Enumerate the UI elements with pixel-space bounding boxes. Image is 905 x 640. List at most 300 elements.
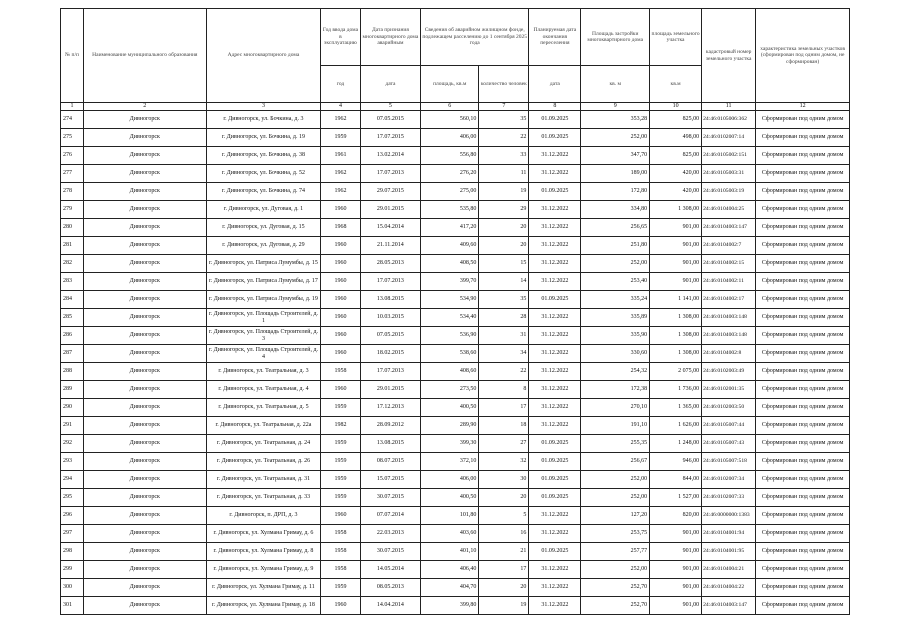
cell-land-area: 1 308,00 xyxy=(650,345,702,363)
table-row xyxy=(61,273,850,291)
cell-land-characteristic: Сформирован под одним домом xyxy=(756,363,850,381)
cell-building-area: 252,00 xyxy=(581,129,650,147)
cell-people: 20 xyxy=(479,579,529,597)
cell-year: 1960 xyxy=(321,345,361,363)
cell-emergency-date: 29.01.2015 xyxy=(360,381,420,399)
cell-address: г. Дивногорск, ул. Бочкина, д. 52 xyxy=(206,165,320,183)
cell-emergency-date: 28.09.2012 xyxy=(360,417,420,435)
cell-area: 406,00 xyxy=(421,471,479,489)
cell-cadastral: 24:46:0105003:19 xyxy=(702,183,756,201)
cell-cadastral: 24:46:0104003:147 xyxy=(702,597,756,615)
cell-land-area: 1 527,00 xyxy=(650,489,702,507)
cell-address: г. Дивногорск, ул. Площадь Строителей, д. 4 xyxy=(206,345,320,363)
cell-land-characteristic: Сформирован под одним домом xyxy=(756,543,850,561)
cell-land-characteristic: Сформирован под одним домом xyxy=(756,237,850,255)
cell-resettlement-date: 31.12.2022 xyxy=(529,381,581,399)
cell-resettlement-date: 01.09.2025 xyxy=(529,291,581,309)
cell-number: 296 xyxy=(61,507,84,525)
header-emergency-date: Дата признания многоквартирного дома аварийным xyxy=(360,9,420,66)
cell-number: 291 xyxy=(61,417,84,435)
cell-cadastral: 24:46:0104003:148 xyxy=(702,327,756,345)
table-row xyxy=(61,147,850,165)
cell-area: 289,90 xyxy=(421,417,479,435)
cell-cadastral: 24:46:0105006:362 xyxy=(702,111,756,129)
cell-land-characteristic: Сформирован под одним домом xyxy=(756,147,850,165)
cell-address: г. Дивногорск, ул. Патриса Лумумбы, д. 19 xyxy=(206,291,320,309)
cell-address: г. Дивногорск, ул. Хулмана Гримау, д. 8 xyxy=(206,543,320,561)
cell-address: г. Дивногорск, ул. Хулмана Гримау, д. 6 xyxy=(206,525,320,543)
cell-area: 404,70 xyxy=(421,579,479,597)
cell-municipality: Дивногорск xyxy=(83,201,206,219)
col-index: 12 xyxy=(756,103,850,111)
cell-cadastral: 24:46:0104002:17 xyxy=(702,291,756,309)
cell-emergency-date: 30.07.2015 xyxy=(360,543,420,561)
cell-people: 20 xyxy=(479,237,529,255)
cell-building-area: 335,89 xyxy=(581,309,650,327)
cell-address: г. Дивногорск, ул. Театральная, д. 31 xyxy=(206,471,320,489)
cell-people: 21 xyxy=(479,543,529,561)
table-row xyxy=(61,525,850,543)
col-index: 9 xyxy=(581,103,650,111)
cell-municipality: Дивногорск xyxy=(83,381,206,399)
cell-year: 1982 xyxy=(321,417,361,435)
cell-area: 372,10 xyxy=(421,453,479,471)
cell-resettlement-date: 31.12.2022 xyxy=(529,309,581,327)
cell-building-area: 252,00 xyxy=(581,561,650,579)
cell-land-area: 901,00 xyxy=(650,561,702,579)
cell-building-area: 252,70 xyxy=(581,579,650,597)
cell-land-characteristic: Сформирован под одним домом xyxy=(756,399,850,417)
cell-number: 282 xyxy=(61,255,84,273)
cell-people: 17 xyxy=(479,561,529,579)
table-row xyxy=(61,219,850,237)
cell-land-characteristic: Сформирован под одним домом xyxy=(756,597,850,615)
cell-area: 399,70 xyxy=(421,273,479,291)
cell-building-area: 252,00 xyxy=(581,255,650,273)
cell-building-area: 172,38 xyxy=(581,381,650,399)
cell-area: 403,60 xyxy=(421,525,479,543)
table-row xyxy=(61,579,850,597)
header-building-area: Площадь застройки многоквартирного дома xyxy=(581,9,650,66)
cell-emergency-date: 29.01.2015 xyxy=(360,201,420,219)
col-index: 10 xyxy=(650,103,702,111)
cell-building-area: 334,80 xyxy=(581,201,650,219)
cell-cadastral: 24:46:0104002:11 xyxy=(702,273,756,291)
cell-building-area: 172,80 xyxy=(581,183,650,201)
cell-number: 280 xyxy=(61,219,84,237)
cell-area: 275,00 xyxy=(421,183,479,201)
cell-land-area: 1 308,00 xyxy=(650,201,702,219)
cell-municipality: Дивногорск xyxy=(83,489,206,507)
cell-land-area: 498,00 xyxy=(650,129,702,147)
cell-emergency-date: 17.07.2013 xyxy=(360,273,420,291)
cell-area: 538,60 xyxy=(421,345,479,363)
cell-cadastral: 24:46:0104004:21 xyxy=(702,561,756,579)
cell-address: г. Дивногорск, ул. Хулмана Гримау, д. 18 xyxy=(206,597,320,615)
cell-year: 1960 xyxy=(321,381,361,399)
header-year: Год ввода дома в эксплуатацию xyxy=(321,9,361,66)
table-row xyxy=(61,327,850,345)
cell-year: 1959 xyxy=(321,579,361,597)
cell-area: 534,40 xyxy=(421,309,479,327)
cell-area: 408,60 xyxy=(421,363,479,381)
cell-cadastral: 24:46:0105003:31 xyxy=(702,165,756,183)
cell-address: г. Дивногорск, ул. Патриса Лумумбы, д. 17 xyxy=(206,273,320,291)
cell-resettlement-date: 31.12.2022 xyxy=(529,363,581,381)
cell-number: 289 xyxy=(61,381,84,399)
col-index: 11 xyxy=(702,103,756,111)
col-index: 6 xyxy=(421,103,479,111)
cell-land-area: 1 736,00 xyxy=(650,381,702,399)
cell-number: 287 xyxy=(61,345,84,363)
cell-resettlement-date: 31.12.2022 xyxy=(529,345,581,363)
cell-year: 1958 xyxy=(321,525,361,543)
cell-building-area: 335,24 xyxy=(581,291,650,309)
table-row xyxy=(61,417,850,435)
cell-number: 284 xyxy=(61,291,84,309)
cell-resettlement-date: 31.12.2022 xyxy=(529,399,581,417)
cell-area: 408,50 xyxy=(421,255,479,273)
cell-people: 19 xyxy=(479,597,529,615)
cell-cadastral: 24:46:0105007:518 xyxy=(702,453,756,471)
cell-land-area: 901,00 xyxy=(650,237,702,255)
cell-land-area: 1 308,00 xyxy=(650,309,702,327)
cell-land-area: 1 141,00 xyxy=(650,291,702,309)
cell-building-area: 252,00 xyxy=(581,471,650,489)
cell-land-area: 1 308,00 xyxy=(650,327,702,345)
cell-municipality: Дивногорск xyxy=(83,219,206,237)
cell-land-area: 901,00 xyxy=(650,543,702,561)
cell-cadastral: 24:46:0105007:43 xyxy=(702,435,756,453)
cell-year: 1959 xyxy=(321,435,361,453)
cell-land-area: 1 365,00 xyxy=(650,399,702,417)
cell-people: 29 xyxy=(479,201,529,219)
cell-area: 276,20 xyxy=(421,165,479,183)
cell-land-area: 1 626,00 xyxy=(650,417,702,435)
cell-municipality: Дивногорск xyxy=(83,525,206,543)
cell-resettlement-date: 01.09.2025 xyxy=(529,183,581,201)
cell-number: 277 xyxy=(61,165,84,183)
cell-number: 285 xyxy=(61,309,84,327)
cell-land-characteristic: Сформирован под одним домом xyxy=(756,507,850,525)
table-row xyxy=(61,129,850,147)
table-row xyxy=(61,543,850,561)
cell-address: г. Дивногорск, ул. Площадь Строителей, д. 1 xyxy=(206,309,320,327)
cell-address: г. Дивногорск, ул. Дуговая, д. 1 xyxy=(206,201,320,219)
cell-number: 295 xyxy=(61,489,84,507)
cell-land-area: 420,00 xyxy=(650,183,702,201)
cell-address: г. Дивногорск, ул. Театральная, д. 3 xyxy=(206,363,320,381)
cell-number: 292 xyxy=(61,435,84,453)
cell-cadastral: 24:46:0105002:151 xyxy=(702,147,756,165)
cell-municipality: Дивногорск xyxy=(83,417,206,435)
cell-emergency-date: 17.07.2013 xyxy=(360,363,420,381)
cell-number: 299 xyxy=(61,561,84,579)
table-row xyxy=(61,363,850,381)
cell-emergency-date: 14.04.2014 xyxy=(360,597,420,615)
header-land-characteristic: характеристика земельных участков (сформирован под одним домом, не сформирован) xyxy=(756,9,850,103)
header-number: № п/п xyxy=(61,9,84,103)
cell-number: 300 xyxy=(61,579,84,597)
table-row xyxy=(61,255,850,273)
cell-municipality: Дивногорск xyxy=(83,543,206,561)
table-row xyxy=(61,165,850,183)
cell-cadastral: 24:46:0104004:25 xyxy=(702,201,756,219)
cell-building-area: 270,10 xyxy=(581,399,650,417)
cell-municipality: Дивногорск xyxy=(83,237,206,255)
cell-land-area: 901,00 xyxy=(650,597,702,615)
cell-year: 1959 xyxy=(321,471,361,489)
cell-emergency-date: 28.05.2013 xyxy=(360,255,420,273)
cell-land-characteristic: Сформирован под одним домом xyxy=(756,525,850,543)
cell-municipality: Дивногорск xyxy=(83,183,206,201)
cell-land-area: 901,00 xyxy=(650,525,702,543)
cell-building-area: 255,35 xyxy=(581,435,650,453)
cell-land-area: 825,00 xyxy=(650,147,702,165)
header-emergency-fund: Сведения об аварийном жилищном фонде, подлежащем расселению до 1 сентября 2025 года xyxy=(421,9,529,66)
cell-people: 5 xyxy=(479,507,529,525)
cell-people: 31 xyxy=(479,327,529,345)
cell-building-area: 335,90 xyxy=(581,327,650,345)
cell-area: 535,80 xyxy=(421,201,479,219)
cell-land-area: 946,00 xyxy=(650,453,702,471)
cell-address: г. Дивногорск, ул. Бочкина, д. 19 xyxy=(206,129,320,147)
cell-resettlement-date: 31.12.2022 xyxy=(529,165,581,183)
cell-building-area: 127,20 xyxy=(581,507,650,525)
cell-people: 17 xyxy=(479,399,529,417)
cell-area: 406,00 xyxy=(421,129,479,147)
cell-land-characteristic: Сформирован под одним домом xyxy=(756,183,850,201)
cell-people: 8 xyxy=(479,381,529,399)
unit-date: дата xyxy=(360,66,420,103)
cell-emergency-date: 21.11.2014 xyxy=(360,237,420,255)
cell-emergency-date: 13.08.2015 xyxy=(360,291,420,309)
cell-land-characteristic: Сформирован под одним домом xyxy=(756,273,850,291)
cell-address: г. Дивногорск, ул. Дуговая, д. 29 xyxy=(206,237,320,255)
cell-area: 401,10 xyxy=(421,543,479,561)
cell-people: 14 xyxy=(479,273,529,291)
cell-area: 399,80 xyxy=(421,597,479,615)
cell-number: 288 xyxy=(61,363,84,381)
cell-cadastral: 24:46:0104002:8 xyxy=(702,345,756,363)
cell-people: 27 xyxy=(479,435,529,453)
table-row xyxy=(61,309,850,327)
cell-building-area: 256,65 xyxy=(581,219,650,237)
col-index: 2 xyxy=(83,103,206,111)
cell-municipality: Дивногорск xyxy=(83,579,206,597)
cell-address: г. Дивногорск, п. ДРП, д. 3 xyxy=(206,507,320,525)
cell-land-area: 1 248,00 xyxy=(650,435,702,453)
cell-year: 1959 xyxy=(321,453,361,471)
cell-area: 417,20 xyxy=(421,219,479,237)
cell-people: 22 xyxy=(479,363,529,381)
cell-municipality: Дивногорск xyxy=(83,309,206,327)
cell-number: 294 xyxy=(61,471,84,489)
cell-land-characteristic: Сформирован под одним домом xyxy=(756,561,850,579)
header-land-area: площадь земельного участка xyxy=(650,9,702,66)
cell-number: 293 xyxy=(61,453,84,471)
cell-resettlement-date: 31.12.2022 xyxy=(529,237,581,255)
cell-year: 1958 xyxy=(321,543,361,561)
cell-resettlement-date: 01.09.2025 xyxy=(529,435,581,453)
cell-area: 536,90 xyxy=(421,327,479,345)
cell-people: 16 xyxy=(479,525,529,543)
cell-address: г. Дивногорск, ул. Площадь Строителей, д. 3 xyxy=(206,327,320,345)
cell-address: г. Дивногорск, ул. Театральная, д. 26 xyxy=(206,453,320,471)
cell-land-characteristic: Сформирован под одним домом xyxy=(756,471,850,489)
cell-building-area: 191,10 xyxy=(581,417,650,435)
cell-resettlement-date: 01.09.2025 xyxy=(529,453,581,471)
cell-cadastral: 24:46:0102007:33 xyxy=(702,489,756,507)
col-index: 1 xyxy=(61,103,84,111)
cell-people: 20 xyxy=(479,219,529,237)
cell-area: 101,80 xyxy=(421,507,479,525)
cell-area: 534,90 xyxy=(421,291,479,309)
cell-year: 1960 xyxy=(321,255,361,273)
cell-cadastral: 24:46:0104002:15 xyxy=(702,255,756,273)
cell-people: 32 xyxy=(479,453,529,471)
emergency-housing-table xyxy=(60,8,850,615)
cell-year: 1960 xyxy=(321,597,361,615)
cell-building-area: 347,70 xyxy=(581,147,650,165)
cell-resettlement-date: 31.12.2022 xyxy=(529,417,581,435)
table-row xyxy=(61,435,850,453)
cell-people: 30 xyxy=(479,471,529,489)
cell-building-area: 257,77 xyxy=(581,543,650,561)
cell-year: 1959 xyxy=(321,399,361,417)
cell-cadastral: 24:46:0104003:148 xyxy=(702,309,756,327)
cell-number: 279 xyxy=(61,201,84,219)
cell-year: 1961 xyxy=(321,147,361,165)
cell-land-characteristic: Сформирован под одним домом xyxy=(756,453,850,471)
cell-cadastral: 24:46:0102003:49 xyxy=(702,363,756,381)
cell-emergency-date: 07.05.2015 xyxy=(360,111,420,129)
table-row xyxy=(61,507,850,525)
header-resettlement-date: Планируемая дата окончания переселения xyxy=(529,9,581,66)
cell-emergency-date: 29.07.2015 xyxy=(360,183,420,201)
cell-emergency-date: 15.04.2014 xyxy=(360,219,420,237)
cell-number: 278 xyxy=(61,183,84,201)
cell-building-area: 254,32 xyxy=(581,363,650,381)
cell-resettlement-date: 31.12.2022 xyxy=(529,219,581,237)
unit-area: площадь, кв.м xyxy=(421,66,479,103)
table-row xyxy=(61,345,850,363)
cell-area: 556,80 xyxy=(421,147,479,165)
cell-land-area: 820,00 xyxy=(650,507,702,525)
cell-land-area: 901,00 xyxy=(650,219,702,237)
cell-address: г. Дивногорск, ул. Бочкина, д. 38 xyxy=(206,147,320,165)
unit-land-area: кв.м xyxy=(650,66,702,103)
cell-year: 1958 xyxy=(321,363,361,381)
cell-resettlement-date: 31.12.2022 xyxy=(529,507,581,525)
cell-emergency-date: 08.05.2013 xyxy=(360,579,420,597)
col-index: 3 xyxy=(206,103,320,111)
cell-land-characteristic: Сформирован под одним домом xyxy=(756,489,850,507)
cell-cadastral: 24:46:0104004:22 xyxy=(702,579,756,597)
cell-area: 399,30 xyxy=(421,435,479,453)
cell-address: г. Дивногорск, ул. Патриса Лумумбы, д. 15 xyxy=(206,255,320,273)
cell-resettlement-date: 31.12.2022 xyxy=(529,327,581,345)
cell-land-characteristic: Сформирован под одним домом xyxy=(756,129,850,147)
cell-people: 11 xyxy=(479,165,529,183)
header-municipality: Наименование муниципального образования xyxy=(83,9,206,103)
cell-year: 1962 xyxy=(321,165,361,183)
cell-building-area: 251,80 xyxy=(581,237,650,255)
cell-emergency-date: 10.03.2015 xyxy=(360,309,420,327)
cell-land-area: 825,00 xyxy=(650,111,702,129)
cell-municipality: Дивногорск xyxy=(83,273,206,291)
cell-area: 273,50 xyxy=(421,381,479,399)
cell-number: 286 xyxy=(61,327,84,345)
cell-number: 275 xyxy=(61,129,84,147)
table-row xyxy=(61,381,850,399)
cell-year: 1960 xyxy=(321,237,361,255)
cell-cadastral: 24:46:0102007:34 xyxy=(702,471,756,489)
cell-year: 1960 xyxy=(321,507,361,525)
cell-people: 35 xyxy=(479,291,529,309)
cell-year: 1968 xyxy=(321,219,361,237)
cell-people: 35 xyxy=(479,111,529,129)
col-index: 5 xyxy=(360,103,420,111)
cell-land-area: 901,00 xyxy=(650,273,702,291)
cell-land-characteristic: Сформирован под одним домом xyxy=(756,345,850,363)
table-row xyxy=(61,453,850,471)
cell-address: г. Дивногорск, ул. Театральная, д. 22а xyxy=(206,417,320,435)
cell-land-characteristic: Сформирован под одним домом xyxy=(756,309,850,327)
table-row xyxy=(61,399,850,417)
cell-year: 1962 xyxy=(321,111,361,129)
cell-land-area: 2 075,00 xyxy=(650,363,702,381)
table-row xyxy=(61,471,850,489)
cell-address: г. Дивногорск, ул. Театральная, д. 33 xyxy=(206,489,320,507)
cell-cadastral: 24:46:0104001:94 xyxy=(702,525,756,543)
cell-area: 400,50 xyxy=(421,489,479,507)
cell-emergency-date: 13.08.2015 xyxy=(360,435,420,453)
cell-building-area: 252,70 xyxy=(581,597,650,615)
cell-resettlement-date: 31.12.2022 xyxy=(529,525,581,543)
cell-emergency-date: 13.02.2014 xyxy=(360,147,420,165)
cell-address: г. Дивногорск, ул. Театральная, д. 24 xyxy=(206,435,320,453)
cell-resettlement-date: 31.12.2022 xyxy=(529,255,581,273)
cell-people: 34 xyxy=(479,345,529,363)
unit-people: количество человек xyxy=(479,66,529,103)
cell-land-area: 901,00 xyxy=(650,579,702,597)
cell-cadastral: 24:46:0102003:50 xyxy=(702,399,756,417)
cell-building-area: 330,60 xyxy=(581,345,650,363)
cell-address: г. Дивногорск, ул. Бочкина, д. 74 xyxy=(206,183,320,201)
cell-resettlement-date: 31.12.2022 xyxy=(529,579,581,597)
cell-cadastral: 24:46:0000000:1383 xyxy=(702,507,756,525)
cell-address: г. Дивногорск, ул. Хулмана Гримау, д. 9 xyxy=(206,561,320,579)
cell-land-area: 420,00 xyxy=(650,165,702,183)
cell-emergency-date: 15.07.2015 xyxy=(360,471,420,489)
cell-number: 274 xyxy=(61,111,84,129)
cell-resettlement-date: 31.12.2022 xyxy=(529,273,581,291)
cell-resettlement-date: 01.09.2025 xyxy=(529,111,581,129)
table-row xyxy=(61,237,850,255)
col-index: 8 xyxy=(529,103,581,111)
cell-year: 1960 xyxy=(321,273,361,291)
cell-emergency-date: 07.05.2015 xyxy=(360,327,420,345)
cell-cadastral: 24:46:0104003:147 xyxy=(702,219,756,237)
col-index: 4 xyxy=(321,103,361,111)
unit-end-date: дата xyxy=(529,66,581,103)
cell-municipality: Дивногорск xyxy=(83,129,206,147)
cell-number: 297 xyxy=(61,525,84,543)
cell-municipality: Дивногорск xyxy=(83,597,206,615)
cell-address: г. Дивногорск, ул. Бочкина, д. 3 xyxy=(206,111,320,129)
cell-emergency-date: 07.07.2014 xyxy=(360,507,420,525)
